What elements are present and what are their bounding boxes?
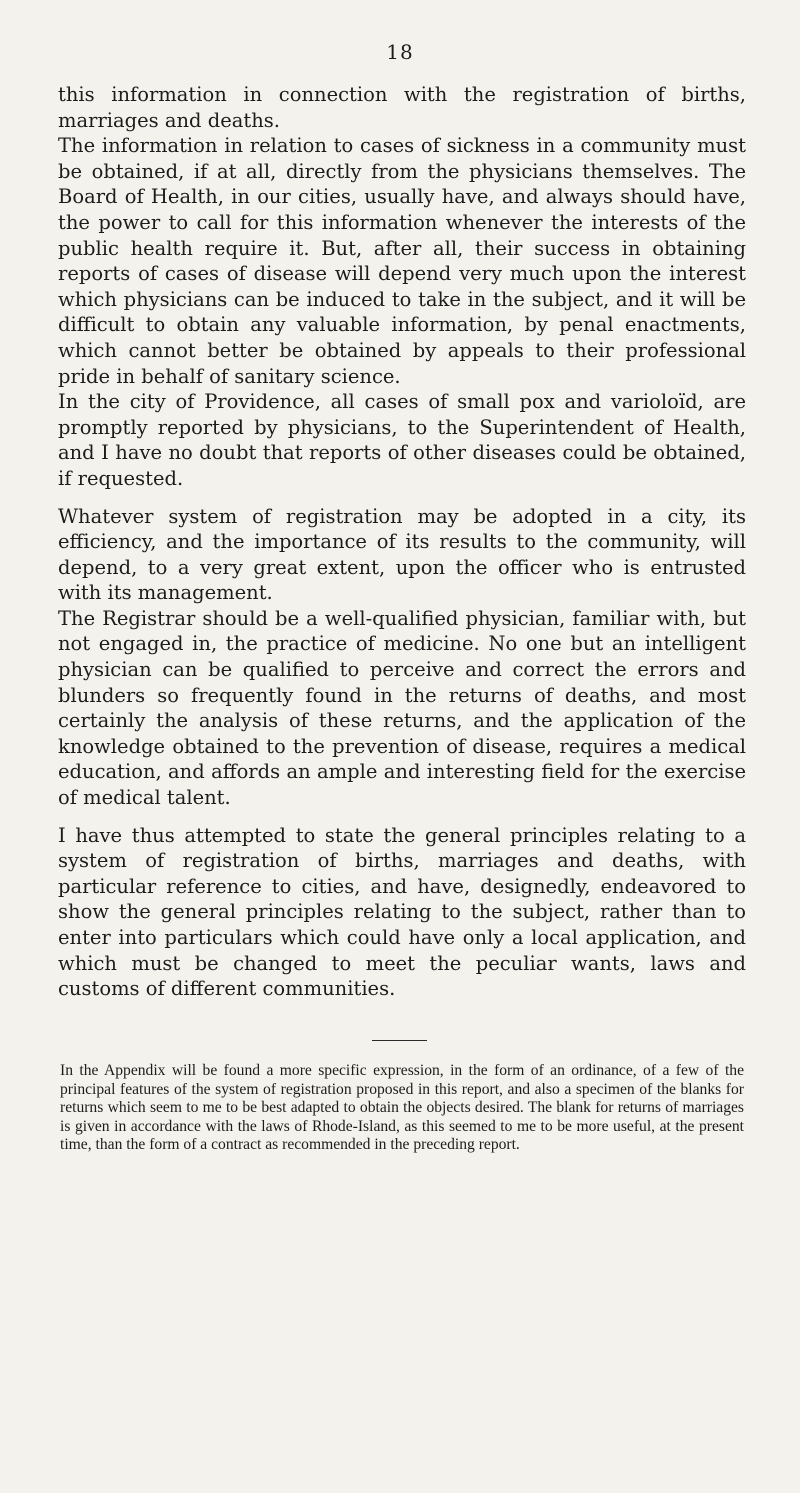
paragraph-gap — [58, 492, 746, 504]
footnote — [60, 1062, 744, 1155]
paragraph-4: Whatever system of registration may be adopted in a city, its efficiency, and the importance of its results to the community, will depend, to a very great extent, upon the officer who is entrusted with its management. — [58, 504, 746, 605]
paragraph-3: In the city of Providence, all cases of small pox and varioloïd, are promptly reported by physicians, to the Superintendent of Health, and I have no doubt that reports of other diseases could be obtained, if requested. — [58, 390, 746, 490]
paragraph-gap — [58, 811, 746, 823]
paragraph-6: I have thus attempted to state the general principles relating to a system of registration of births, marriages and deaths, with particular reference to cities, and have, designedly, endeavored to show the general principles relating to the subject, rather than to enter into particulars which could have only a local application, and which must be changed to meet the peculiar wants, laws and customs of different communities. — [58, 823, 746, 1001]
paragraph-1: this information in connection with the registration of births, marriages and deaths. — [58, 83, 746, 132]
paragraph-2: The information in relation to cases of sickness in a community must be obtained, if at all, directly from the physicians themselves. The Board of Health, in our cities, usually have, and always should have, the power to call for this information whenever the interests of the public health require it. But, after all, their success in obtaining reports of cases of disease will depend very much upon the interest which physicians can be induced to take in the subject, and it will be difficult to obtain any valuable information, by penal enactments, which cannot better be obtained by appeals to their professional pride in behalf of sanitary science. — [58, 134, 746, 388]
body-text — [58, 82, 746, 1002]
page-number: 18 — [386, 40, 414, 64]
footnote-text: In the Appendix will be found a more specific expression, in the form of an ordinance, of a few of the principal features of the system of registration proposed in this report, and also a specimen of the blanks for returns which seem to me to be best adapted to obtain the objects desired. The blank for returns of marriages is given in accordance with the laws of Rhode-Island, as this seemed to me to be more useful, at the present time, than the form of a contract as recommended in the preceding report. — [60, 1062, 744, 1154]
footnote-divider — [372, 1040, 427, 1041]
paragraph-5: The Registrar should be a well-qualified physician, familiar with, but not engaged in, the practice of medicine. No one but an intelligent physician can be qualified to perceive and correct the errors and blunders so frequently found in the returns of deaths, and most certainly the analysis of these returns, and the application of the knowledge obtained to the prevention of disease, requires a medical education, and affords an ample and interesting field for the exercise of medical talent. — [58, 606, 746, 810]
